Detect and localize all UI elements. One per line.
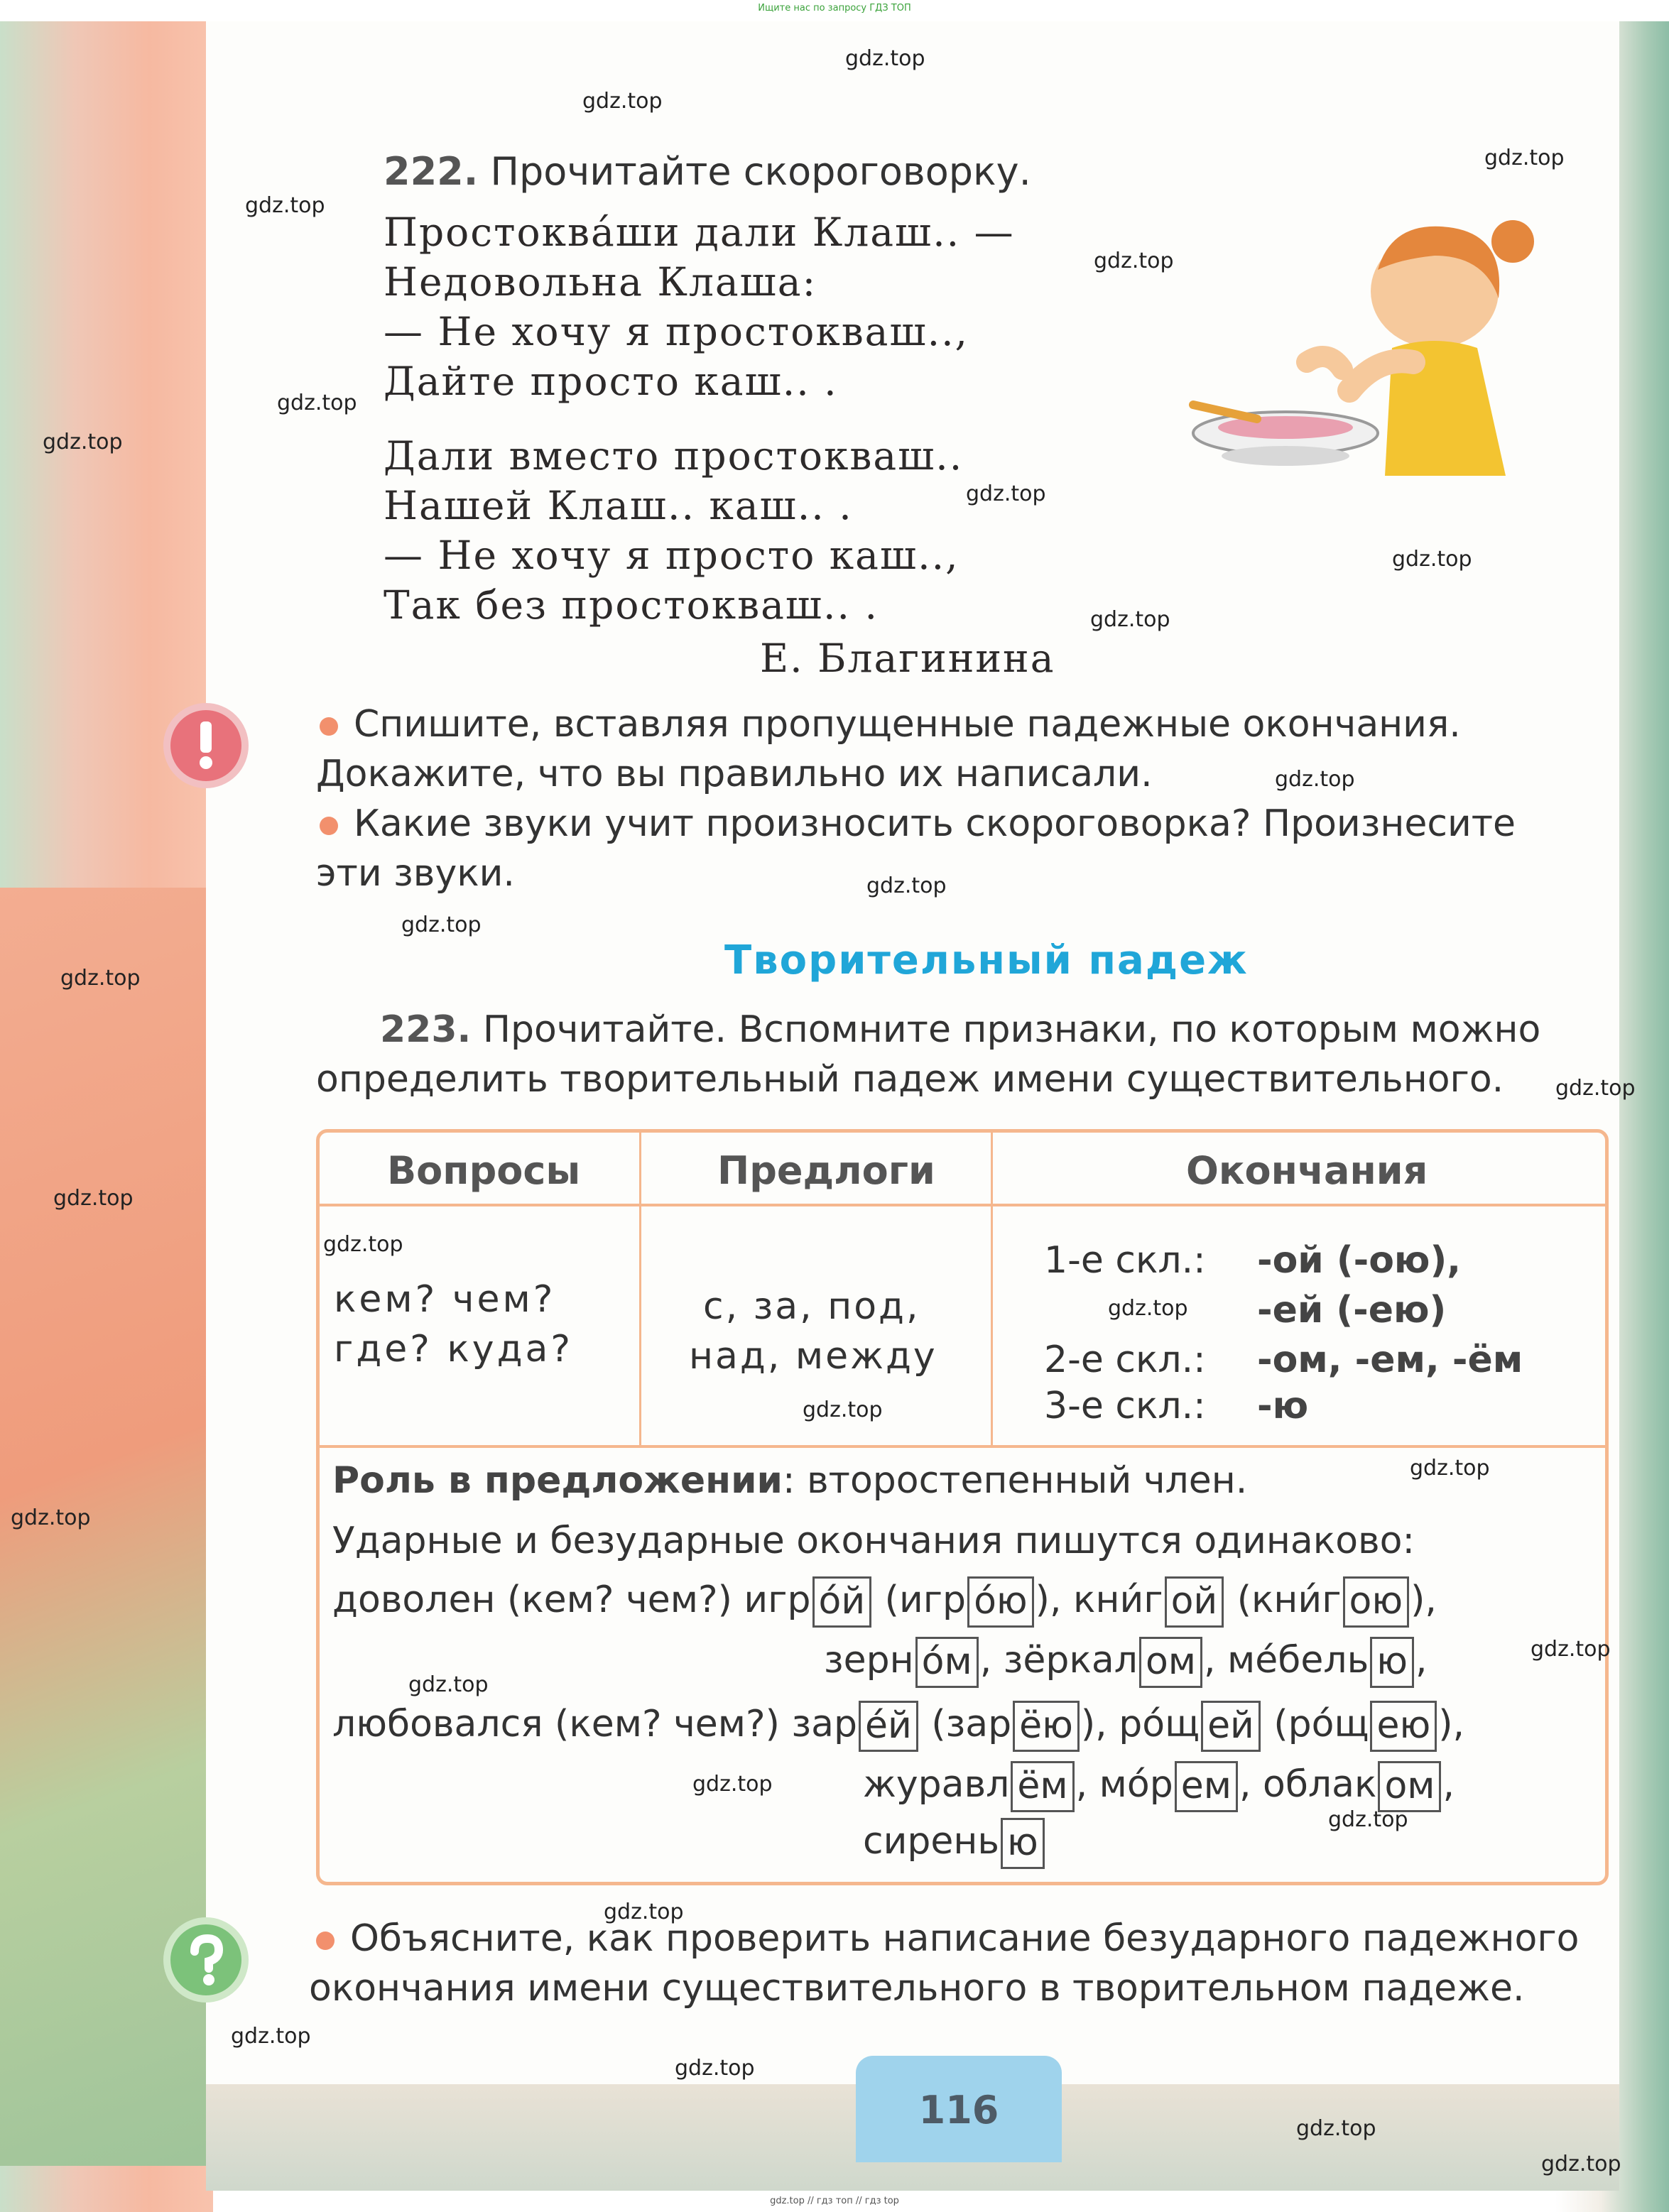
task-line: эти звуки. [316, 852, 515, 895]
watermark: gdz.top [866, 873, 947, 898]
role-row: Роль в предложении: второстепенный член. [332, 1459, 1248, 1502]
watermark: gdz.top [1531, 1637, 1611, 1662]
example-line-3: любовался (кем? чем?) зар е́й (зар ёю ), ро́щ ей (ро́щ ею ), [332, 1701, 1464, 1752]
bullet-icon [320, 717, 338, 736]
poem-line: Так без простокваш.. . [384, 582, 879, 628]
preposition-cell: с, за, под, [703, 1285, 920, 1328]
watermark: gdz.top [277, 391, 357, 415]
poem-line: Дайте просто каш.. . [384, 359, 838, 404]
watermark: gdz.top [60, 966, 141, 991]
poem-author: Е. Благинина [760, 636, 1055, 681]
watermark: gdz.top [1410, 1456, 1490, 1481]
instrumental-case-table [316, 1129, 1609, 1885]
watermark: gdz.top [1275, 767, 1355, 792]
task-line: Докажите, что вы правильно их написали. [316, 753, 1153, 795]
final-task-line: окончания имени существительного в творительном падеже. [309, 1967, 1525, 2010]
watermark: gdz.top [1090, 607, 1170, 632]
example-line-4: журавл ём , мо́р ем , облак ом , [863, 1761, 1455, 1812]
watermark: gdz.top [845, 46, 925, 71]
exercise-223-line: определить творительный падеж имени существительного. [316, 1058, 1504, 1101]
exclamation-icon [163, 703, 249, 788]
watermark: gdz.top [675, 2056, 755, 2081]
watermark: gdz.top [604, 1900, 684, 1924]
column-header: Предлоги [717, 1148, 935, 1193]
rule-text: Ударные и безударные окончания пишутся одинаково: [332, 1520, 1415, 1562]
bullet-icon [316, 1932, 335, 1950]
watermark: gdz.top [803, 1398, 883, 1422]
poem-line: Нашей Клаш.. каш.. . [384, 483, 853, 528]
ending-value: -ей (-ею) [1257, 1289, 1447, 1331]
column-header: Вопросы [387, 1148, 581, 1193]
watermark: gdz.top [966, 481, 1046, 506]
exercise-223-line: 223. Прочитайте. Вспомните признаки, по которым можно [380, 1008, 1541, 1051]
girl-refusing-illustration [1179, 192, 1548, 504]
example-line-5: сирень ю [863, 1818, 1046, 1869]
page-number: 116 [918, 2088, 999, 2132]
watermark: gdz.top [582, 89, 663, 114]
preposition-cell: над, между [689, 1335, 937, 1378]
ending-value: -ю [1257, 1385, 1309, 1427]
book-spine [0, 0, 213, 2212]
exercise-222-heading: 222. Прочитайте скороговорку. [384, 149, 1031, 194]
watermark: gdz.top [401, 912, 482, 937]
poem-line: Дали вместо простокваш.. [384, 433, 964, 479]
column-header: Окончания [1186, 1148, 1428, 1193]
ending-decl: 1-е скл.: [1044, 1239, 1206, 1282]
example-line-1: доволен (кем? чем?) игр о́й (игр о́ю ), кни́г ой (кни́г ою ), [332, 1576, 1437, 1628]
final-task-line: Объясните, как проверить написание безударного падежного [316, 1917, 1580, 1960]
watermark: gdz.top [1328, 1807, 1408, 1832]
watermark: gdz.top [1094, 249, 1174, 273]
watermark: gdz.top [1555, 1076, 1636, 1101]
watermark: gdz.top [1541, 2152, 1621, 2176]
section-title: Творительный падеж [724, 937, 1249, 984]
question-cell: где? куда? [334, 1328, 573, 1371]
example-line-2: зерн о́м , зёркал ом , ме́бель ю , [824, 1637, 1428, 1688]
watermark: gdz.top [11, 1505, 91, 1530]
poem-line: — Не хочу я просто каш.., [384, 533, 959, 578]
watermark: gdz.top [1392, 547, 1472, 572]
bottom-note: gdz.top // гдз топ // гдз top [770, 2196, 899, 2206]
task-line: Какие звуки учит произносить скороговорка? Произнесите [320, 802, 1516, 845]
task-line: Спишите, вставляя пропущенные падежные окончания. [320, 703, 1461, 746]
ending-value: -ой (-ою), [1257, 1239, 1461, 1282]
bullet-icon [320, 817, 338, 835]
watermark: gdz.top [53, 1186, 134, 1211]
watermark: gdz.top [231, 2024, 311, 2049]
ending-decl: 2-е скл.: [1044, 1339, 1206, 1381]
watermark: gdz.top [43, 430, 123, 454]
watermark: gdz.top [245, 193, 325, 218]
watermark: gdz.top [1108, 1296, 1188, 1321]
poem-line: Недовольна Клаша: [384, 259, 817, 305]
ending-decl: 3-е скл.: [1044, 1385, 1206, 1427]
question-cell: кем? чем? [334, 1278, 556, 1321]
watermark: gdz.top [692, 1772, 773, 1797]
watermark: gdz.top [1296, 2116, 1376, 2141]
watermark: gdz.top [1484, 146, 1565, 170]
ending-value: -ом, -ем, -ём [1257, 1339, 1523, 1381]
watermark: gdz.top [408, 1672, 489, 1697]
top-banner-note[interactable]: Ищите нас по запросу ГДЗ ТОП [758, 3, 911, 13]
watermark: gdz.top [323, 1232, 403, 1257]
question-icon [163, 1917, 249, 2003]
poem-line: — Не хочу я простокваш.., [384, 309, 969, 354]
poem-line: Простоква́ши дали Клаш.. — [384, 209, 1015, 255]
